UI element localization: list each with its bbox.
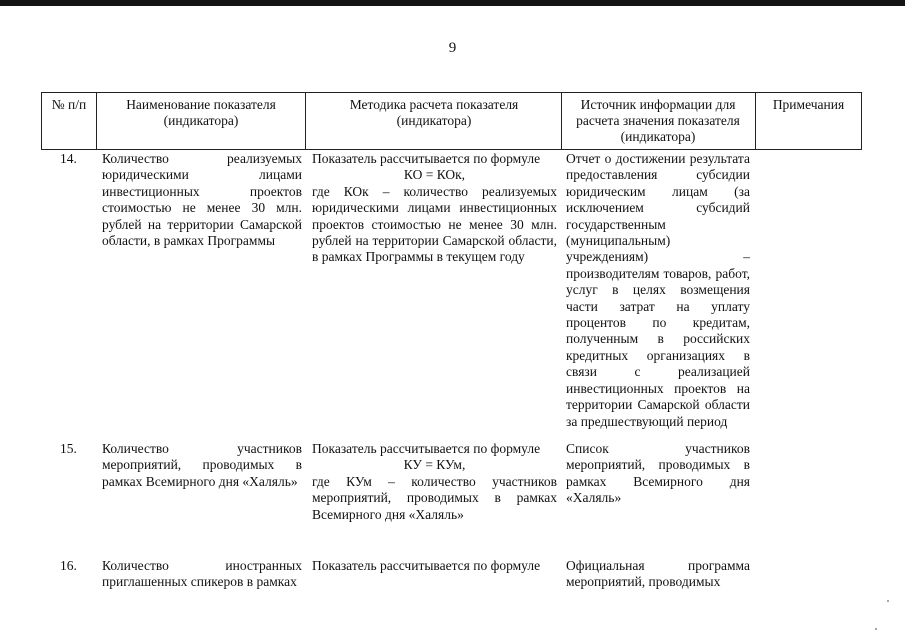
row-15-number: 15. — [60, 441, 77, 456]
table-left-border — [41, 92, 42, 149]
table-right-border — [861, 92, 862, 149]
row-15-method-intro: Показатель рассчитывается по формуле — [312, 441, 541, 456]
column-divider-2 — [305, 92, 306, 149]
column-divider-1 — [96, 92, 97, 149]
row-15-name: Количество участников мероприятий, проводимых в рамках Всемирного дня «Халяль» — [102, 441, 302, 489]
row-15-method — [312, 441, 557, 523]
header-notes: Примечания — [772, 97, 845, 112]
scan-top-edge — [0, 0, 905, 6]
column-divider-3 — [561, 92, 562, 149]
header-num: № п/п — [51, 97, 87, 112]
row-16-name: Количество иностранных приглашенных спикеров в рамках — [102, 558, 302, 590]
row-16-number: 16. — [60, 558, 77, 573]
row-14-method — [312, 151, 557, 266]
table-header-bottom-border — [41, 149, 862, 150]
page-number: 9 — [448, 40, 457, 56]
row-14-formula: КО = КОк, — [403, 167, 466, 183]
row-16-method-intro: Показатель рассчитывается по формуле — [312, 558, 541, 573]
row-14-number: 14. — [60, 151, 77, 166]
scan-speck — [875, 628, 877, 630]
header-source: Источник информации для расчета значения показателя (индикатора) — [576, 97, 740, 144]
header-name: Наименование показателя (индикатора) — [126, 97, 276, 128]
row-14-method-description: где КОк – количество реализуемых юридическими лицами инвестиционных проектов стоимостью не менее 30 млн. рублей на территории Самарской области, в рамках Программы в текущем году — [312, 183, 557, 265]
scan-speck — [887, 600, 889, 602]
row-15-formula: КУ = КУм, — [403, 457, 466, 473]
column-divider-4 — [755, 92, 756, 149]
row-14-name: Количество реализуемых юридическими лицами инвестиционных проектов стоимостью не менее 30 млн. рублей на территории Самарской области, в рамках Программы — [102, 151, 302, 249]
row-14-source: Отчет о достижении результата предоставления субсидии юридическим лицам (за исключением субсидий государственным (муниципальным) учреждениям) – производителям товаров, работ, услуг в целях возмещения части затрат на уплату процентов по кредитам, полученным в российских кредитных организациях в связи с реализацией инвестиционных проектов на территории Самарской области за предшествующий период — [566, 151, 750, 429]
header-method: Методика расчета показателя (индикатора) — [349, 97, 519, 128]
row-15-method-description: где КУм – количество участников мероприятий, проводимых в рамках Всемирного дня «Халяль» — [312, 473, 557, 522]
table-top-border — [41, 92, 862, 93]
row-14-method-intro: Показатель рассчитывается по формуле — [312, 151, 541, 166]
row-16-method — [312, 558, 557, 574]
row-15-source: Список участников мероприятий, проводимых в рамках Всемирного дня «Халяль» — [566, 441, 750, 506]
row-16-source: Официальная программа мероприятий, проводимых — [566, 558, 750, 590]
